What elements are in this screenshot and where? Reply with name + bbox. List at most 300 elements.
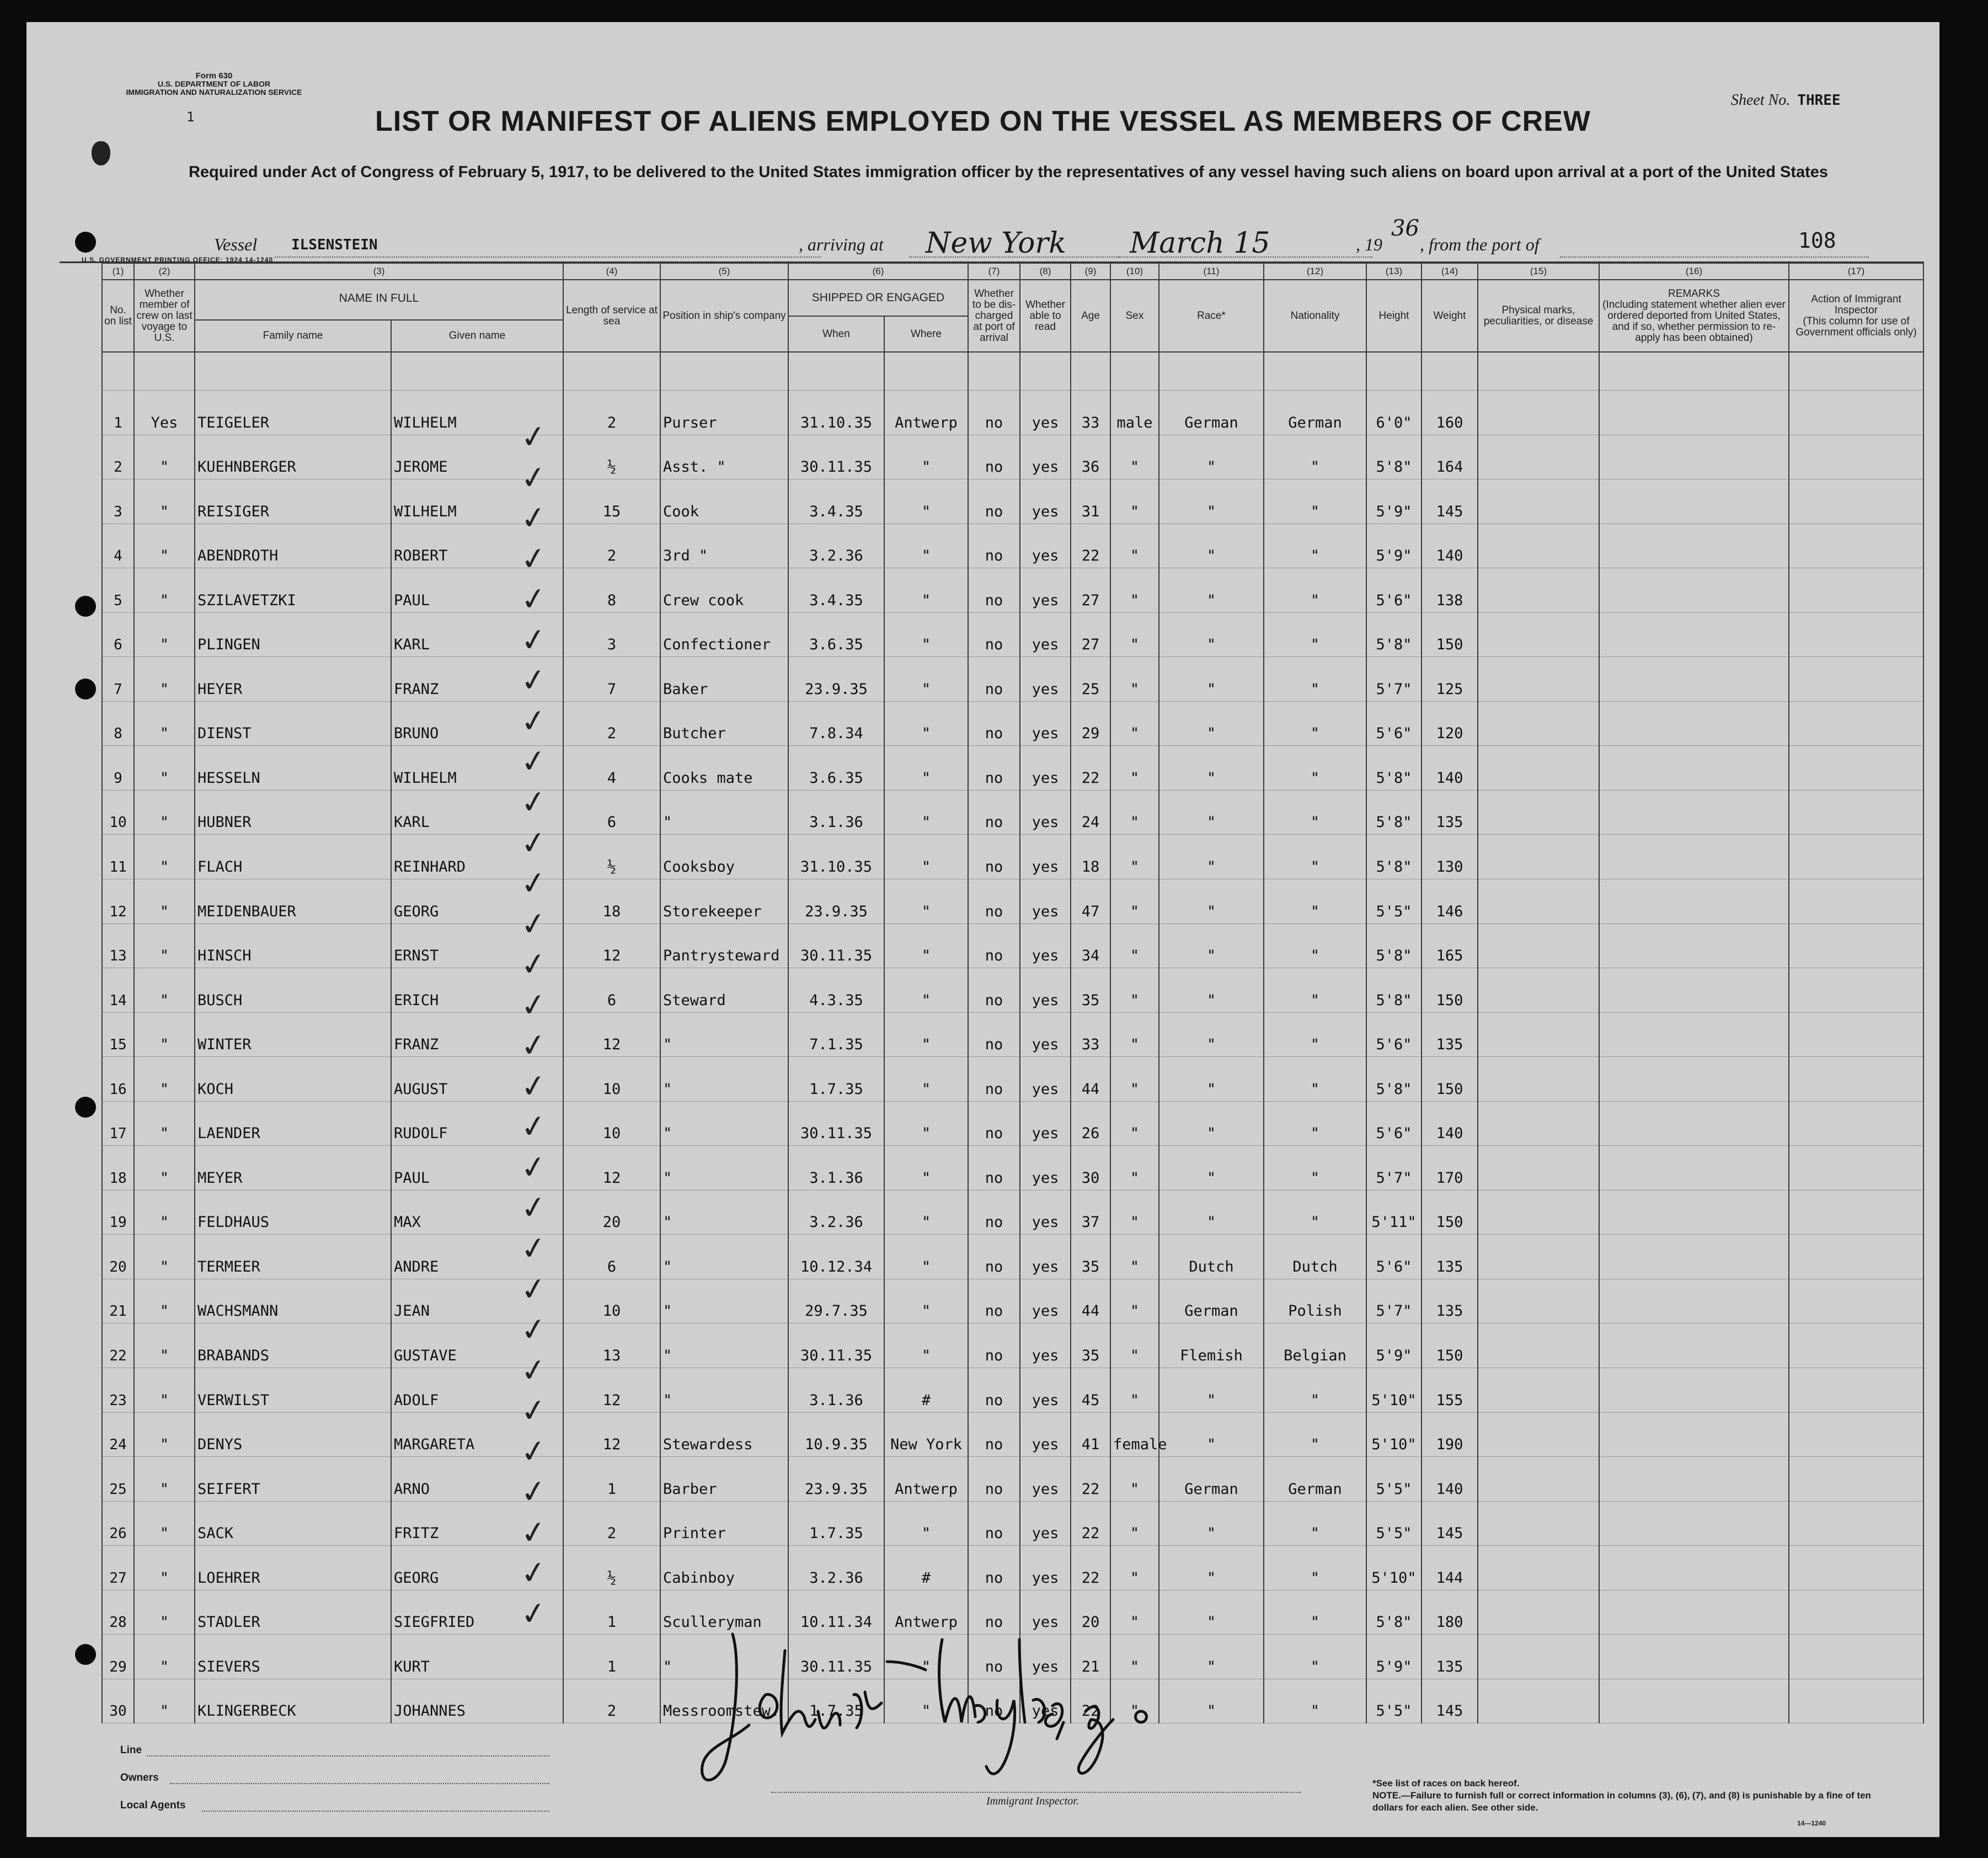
table-row	[102, 657, 1923, 702]
shipped-when-cell: 31.10.35	[788, 391, 884, 435]
given-name-cell: FRITZ	[391, 1501, 563, 1546]
able-to-read-cell: yes	[1020, 1323, 1071, 1368]
department-name: U.S. DEPARTMENT OF LABOR	[157, 79, 271, 88]
given-name-cell: GEORG	[391, 1546, 563, 1590]
discharged-cell: no	[968, 968, 1020, 1013]
row-number-cell: 6	[102, 612, 134, 657]
last-voyage-cell: "	[134, 835, 195, 879]
row-number-cell: 21	[102, 1279, 134, 1323]
table-row	[102, 612, 1923, 657]
age-cell: 22	[1071, 524, 1110, 568]
age-cell: 27	[1071, 612, 1110, 657]
position-cell: 3rd "	[660, 524, 788, 568]
sex-cell: "	[1110, 1368, 1159, 1413]
position-cell: "	[660, 790, 788, 835]
race-cell: "	[1159, 879, 1264, 924]
column-number: (12)	[1264, 263, 1366, 280]
header-weight: Weight	[1421, 280, 1478, 352]
physical-marks-cell	[1478, 1590, 1599, 1635]
height-cell: 5'10"	[1366, 1412, 1421, 1457]
age-cell: 35	[1071, 968, 1110, 1013]
physical-marks-cell	[1478, 524, 1599, 568]
discharged-cell: no	[968, 391, 1020, 435]
action-cell	[1789, 1412, 1923, 1457]
weight-cell: 165	[1421, 923, 1478, 968]
family-name-cell: WINTER	[195, 1012, 391, 1057]
position-cell: "	[660, 1190, 788, 1235]
height-cell: 6'0"	[1366, 391, 1421, 435]
nationality-cell: "	[1264, 790, 1366, 835]
form-identifier	[93, 72, 335, 97]
weight-cell: 144	[1421, 1546, 1478, 1590]
family-name-cell: TEIGELER	[195, 391, 391, 435]
row-number-cell: 23	[102, 1368, 134, 1413]
shipped-where-cell: "	[884, 1323, 968, 1368]
remarks-cell	[1599, 1057, 1789, 1102]
discharged-cell: no	[968, 1590, 1020, 1635]
weight-cell: 145	[1421, 479, 1478, 524]
able-to-read-cell: yes	[1020, 1146, 1071, 1190]
age-cell: 22	[1071, 1457, 1110, 1502]
remarks-cell	[1599, 524, 1789, 568]
nationality-cell: German	[1264, 391, 1366, 435]
shipped-when-cell: 3.1.36	[788, 790, 884, 835]
length-of-service-cell: 8	[563, 568, 660, 613]
weight-cell: 146	[1421, 879, 1478, 924]
remarks-cell	[1599, 657, 1789, 702]
discharged-cell: no	[968, 1146, 1020, 1190]
row-number-cell: 28	[102, 1590, 134, 1635]
race-cell: "	[1159, 1057, 1264, 1102]
nationality-cell: "	[1264, 968, 1366, 1013]
race-cell: "	[1159, 968, 1264, 1013]
family-name-cell: ABENDROTH	[195, 524, 391, 568]
table-row	[102, 1323, 1923, 1368]
discharged-cell: no	[968, 1101, 1020, 1146]
action-cell	[1789, 1279, 1923, 1323]
shipped-when-cell: 3.4.35	[788, 479, 884, 524]
height-cell: 5'6"	[1366, 1012, 1421, 1057]
family-name-cell: BUSCH	[195, 968, 391, 1013]
physical-marks-cell	[1478, 1368, 1599, 1413]
sex-cell: "	[1110, 1546, 1159, 1590]
header-sex: Sex	[1110, 280, 1159, 352]
age-cell: 33	[1071, 391, 1110, 435]
race-cell: "	[1159, 835, 1264, 879]
length-of-service-cell: 12	[563, 1412, 660, 1457]
sex-cell: "	[1110, 479, 1159, 524]
sex-cell: "	[1110, 790, 1159, 835]
shipped-when-cell: 3.2.36	[788, 1546, 884, 1590]
sex-cell: "	[1110, 524, 1159, 568]
row-number-cell: 27	[102, 1546, 134, 1590]
shipped-where-cell: "	[884, 479, 968, 524]
table-row	[102, 1235, 1923, 1279]
family-name-cell: SIEVERS	[195, 1635, 391, 1679]
table-row	[102, 1279, 1923, 1323]
weight-cell: 145	[1421, 1679, 1478, 1723]
last-voyage-cell: "	[134, 1546, 195, 1590]
able-to-read-cell: yes	[1020, 701, 1071, 746]
table-row	[102, 835, 1923, 879]
column-number: (15)	[1478, 263, 1599, 280]
header-shipped-engaged: SHIPPED OR ENGAGED	[788, 280, 968, 316]
race-cell: "	[1159, 524, 1264, 568]
table-row	[102, 1457, 1923, 1502]
checkmark-icon: ✓	[518, 1229, 549, 1268]
family-name-cell: HESSELN	[195, 746, 391, 791]
shipped-where-cell: "	[884, 1235, 968, 1279]
weight-cell: 150	[1421, 1323, 1478, 1368]
last-voyage-cell: "	[134, 923, 195, 968]
physical-marks-cell	[1478, 1457, 1599, 1502]
header-age: Age	[1071, 280, 1110, 352]
position-cell: Sculleryman	[660, 1590, 788, 1635]
position-cell: Cabinboy	[660, 1546, 788, 1590]
remarks-cell	[1599, 835, 1789, 879]
shipped-where-cell: #	[884, 1368, 968, 1413]
sex-cell: male	[1110, 391, 1159, 435]
race-cell: Flemish	[1159, 1323, 1264, 1368]
remarks-cell	[1599, 1546, 1789, 1590]
shipped-when-cell: 23.9.35	[788, 879, 884, 924]
age-cell: 37	[1071, 1190, 1110, 1235]
age-cell: 29	[1071, 701, 1110, 746]
weight-cell: 150	[1421, 612, 1478, 657]
shipped-when-cell: 31.10.35	[788, 835, 884, 879]
race-cell: "	[1159, 435, 1264, 479]
given-name-cell: SIEGFRIED	[391, 1590, 563, 1635]
able-to-read-cell: yes	[1020, 1457, 1071, 1502]
able-to-read-cell: yes	[1020, 435, 1071, 479]
last-voyage-cell: "	[134, 479, 195, 524]
nationality-cell: "	[1264, 1368, 1366, 1413]
height-cell: 5'11"	[1366, 1190, 1421, 1235]
row-number-cell: 17	[102, 1101, 134, 1146]
position-cell: "	[660, 1101, 788, 1146]
discharged-cell: no	[968, 524, 1020, 568]
discharged-cell: no	[968, 568, 1020, 613]
crew-table-wrap	[101, 263, 1923, 1720]
sex-cell: "	[1110, 1501, 1159, 1546]
height-cell: 5'9"	[1366, 479, 1421, 524]
checkmark-icon: ✓	[518, 742, 549, 782]
age-cell: 25	[1071, 657, 1110, 702]
checkmark-icon: ✓	[518, 1026, 549, 1066]
nationality-cell: German	[1264, 1457, 1366, 1502]
race-cell: "	[1159, 746, 1264, 791]
length-of-service-cell: 20	[563, 1190, 660, 1235]
last-voyage-cell: "	[134, 1679, 195, 1723]
physical-marks-cell	[1478, 1323, 1599, 1368]
physical-marks-cell	[1478, 1190, 1599, 1235]
position-cell: Baker	[660, 657, 788, 702]
age-cell: 45	[1071, 1368, 1110, 1413]
race-cell: "	[1159, 1546, 1264, 1590]
given-name-cell: MARGARETA	[391, 1412, 563, 1457]
row-number-cell: 5	[102, 568, 134, 613]
age-cell: 21	[1071, 1635, 1110, 1679]
physical-marks-cell	[1478, 435, 1599, 479]
given-name-cell: WILHELM	[391, 746, 563, 791]
age-cell: 24	[1071, 790, 1110, 835]
checkmark-icon: ✓	[518, 782, 549, 822]
family-name-cell: DIENST	[195, 701, 391, 746]
discharged-cell: no	[968, 879, 1020, 924]
position-cell: "	[660, 1012, 788, 1057]
shipped-when-cell: 3.6.35	[788, 612, 884, 657]
given-name-cell: PAUL	[391, 1146, 563, 1190]
inspector-signature	[688, 1629, 1185, 1805]
checkmark-icon: ✓	[518, 1553, 549, 1593]
race-cell: "	[1159, 479, 1264, 524]
sex-cell: "	[1110, 1457, 1159, 1502]
column-number: (14)	[1421, 263, 1478, 280]
year-suffix: 36	[1391, 216, 1419, 241]
shipped-where-cell: "	[884, 835, 968, 879]
sex-cell: "	[1110, 1635, 1159, 1679]
shipped-where-cell: "	[884, 1679, 968, 1723]
discharged-cell: no	[968, 1235, 1020, 1279]
position-cell: "	[660, 1279, 788, 1323]
discharged-cell: no	[968, 1546, 1020, 1590]
race-cell: "	[1159, 612, 1264, 657]
shipped-when-cell: 1.7.35	[788, 1057, 884, 1102]
row-number-cell: 2	[102, 435, 134, 479]
weight-cell: 150	[1421, 1190, 1478, 1235]
row-number-cell: 10	[102, 790, 134, 835]
remarks-cell	[1599, 790, 1789, 835]
discharged-cell: no	[968, 790, 1020, 835]
able-to-read-cell: yes	[1020, 1679, 1071, 1723]
family-name-cell: FELDHAUS	[195, 1190, 391, 1235]
height-cell: 5'5"	[1366, 1457, 1421, 1502]
given-name-cell: JEAN	[391, 1279, 563, 1323]
physical-marks-cell	[1478, 923, 1599, 968]
checkmark-icon: ✓	[518, 661, 549, 701]
race-cell: "	[1159, 1412, 1264, 1457]
checkmark-icon: ✓	[518, 823, 549, 863]
physical-marks-cell	[1478, 701, 1599, 746]
vessel-label: Vessel	[214, 234, 258, 254]
height-cell: 5'8"	[1366, 968, 1421, 1013]
header-nationality: Nationality	[1264, 280, 1366, 352]
given-name-cell: KARL	[391, 790, 563, 835]
able-to-read-cell: yes	[1020, 657, 1071, 702]
shipped-when-cell: 30.11.35	[788, 1101, 884, 1146]
action-cell	[1789, 1635, 1923, 1679]
shipped-when-cell: 7.8.34	[788, 701, 884, 746]
physical-marks-cell	[1478, 1279, 1599, 1323]
remarks-cell	[1599, 923, 1789, 968]
age-cell: 18	[1071, 835, 1110, 879]
given-name-cell: RUDOLF	[391, 1101, 563, 1146]
nationality-cell: "	[1264, 612, 1366, 657]
length-of-service-cell: 4	[563, 746, 660, 791]
able-to-read-cell: yes	[1020, 568, 1071, 613]
family-name-cell: REISIGER	[195, 479, 391, 524]
length-of-service-cell: 12	[563, 1146, 660, 1190]
punch-hole	[75, 679, 96, 700]
last-voyage-cell: "	[134, 524, 195, 568]
able-to-read-cell: yes	[1020, 968, 1071, 1013]
printing-office-line: U.S. GOVERNMENT PRINTING OFFICE: 1924 14-1240	[82, 256, 274, 264]
position-cell: Cook	[660, 479, 788, 524]
family-name-cell: BRABANDS	[195, 1323, 391, 1368]
position-cell: Confectioner	[660, 612, 788, 657]
family-name-cell: MEIDENBAUER	[195, 879, 391, 924]
given-name-cell: ARNO	[391, 1457, 563, 1502]
length-of-service-cell: 13	[563, 1323, 660, 1368]
remarks-cell	[1599, 1235, 1789, 1279]
checkmark-icon: ✓	[518, 1391, 549, 1431]
action-cell	[1789, 879, 1923, 924]
checkmark-icon: ✓	[518, 1147, 549, 1187]
form-code: 14—1240	[1797, 1819, 1826, 1827]
remarks-cell	[1599, 1457, 1789, 1502]
inspector-label: Immigrant Inspector.	[986, 1795, 1079, 1807]
age-cell: 34	[1071, 923, 1110, 968]
remarks-cell	[1599, 1146, 1789, 1190]
sex-cell: "	[1110, 612, 1159, 657]
table-row	[102, 923, 1923, 968]
given-name-cell: AUGUST	[391, 1057, 563, 1102]
position-cell: Crew cook	[660, 568, 788, 613]
action-cell	[1789, 479, 1923, 524]
family-name-cell: STADLER	[195, 1590, 391, 1635]
age-cell: 26	[1071, 1101, 1110, 1146]
shipped-when-cell: 23.9.35	[788, 657, 884, 702]
header-action: Action of Immigrant Inspector	[1811, 293, 1901, 316]
physical-marks-cell	[1478, 1546, 1599, 1590]
header-length-service: Length of service at sea	[563, 280, 660, 352]
able-to-read-cell: yes	[1020, 1635, 1071, 1679]
family-name-cell: FLACH	[195, 835, 391, 879]
shipped-when-cell: 4.3.35	[788, 968, 884, 1013]
remarks-cell	[1599, 391, 1789, 435]
action-cell	[1789, 524, 1923, 568]
position-cell: Printer	[660, 1501, 788, 1546]
column-number: (13)	[1366, 263, 1421, 280]
length-of-service-cell: 12	[563, 1368, 660, 1413]
family-name-cell: PLINGEN	[195, 612, 391, 657]
remarks-cell	[1599, 435, 1789, 479]
position-cell: "	[660, 1368, 788, 1413]
shipped-when-cell: 10.12.34	[788, 1235, 884, 1279]
header-when: When	[788, 316, 884, 352]
family-name-cell: LAENDER	[195, 1101, 391, 1146]
able-to-read-cell: yes	[1020, 835, 1071, 879]
remarks-cell	[1599, 568, 1789, 613]
sheet-number	[1731, 92, 1841, 109]
sex-cell: female	[1110, 1412, 1159, 1457]
age-cell: 36	[1071, 435, 1110, 479]
age-cell: 22	[1071, 1679, 1110, 1723]
discharged-cell: no	[968, 435, 1020, 479]
margin-mark: 1	[186, 109, 195, 125]
position-cell: Butcher	[660, 701, 788, 746]
nationality-cell: "	[1264, 879, 1366, 924]
race-cell: "	[1159, 1368, 1264, 1413]
checkmark-icon: ✓	[518, 985, 549, 1025]
sex-cell: "	[1110, 1235, 1159, 1279]
length-of-service-cell: 2	[563, 1501, 660, 1546]
length-of-service-cell: 12	[563, 1012, 660, 1057]
shipped-where-cell: "	[884, 568, 968, 613]
action-cell	[1789, 1057, 1923, 1102]
checkmark-icon: ✓	[518, 1066, 549, 1106]
crew-table	[101, 263, 1924, 1723]
shipped-when-cell: 3.6.35	[788, 746, 884, 791]
length-of-service-cell: 18	[563, 879, 660, 924]
remarks-cell	[1599, 1501, 1789, 1546]
last-voyage-cell: "	[134, 879, 195, 924]
remarks-cell	[1599, 879, 1789, 924]
family-name-cell: KUEHNBERGER	[195, 435, 391, 479]
header-height: Height	[1366, 280, 1421, 352]
shipped-where-cell: "	[884, 1101, 968, 1146]
family-name-cell: SACK	[195, 1501, 391, 1546]
last-voyage-cell: "	[134, 657, 195, 702]
action-cell	[1789, 391, 1923, 435]
last-voyage-cell: "	[134, 1635, 195, 1679]
nationality-cell: "	[1264, 701, 1366, 746]
physical-marks-cell	[1478, 879, 1599, 924]
given-name-cell: KURT	[391, 1635, 563, 1679]
length-of-service-cell: 10	[563, 1101, 660, 1146]
action-cell	[1789, 835, 1923, 879]
nationality-cell: "	[1264, 524, 1366, 568]
checkmark-icon: ✓	[518, 1107, 549, 1147]
given-name-cell: ERICH	[391, 968, 563, 1013]
weight-cell: 120	[1421, 701, 1478, 746]
position-cell: "	[660, 1323, 788, 1368]
race-cell: "	[1159, 1679, 1264, 1723]
weight-cell: 145	[1421, 1501, 1478, 1546]
checkmark-icon: ✓	[518, 1350, 549, 1390]
table-row	[102, 1012, 1923, 1057]
last-voyage-cell: "	[134, 1279, 195, 1323]
row-number-cell: 9	[102, 746, 134, 791]
header-remarks: REMARKS	[1668, 287, 1720, 300]
position-cell: Barber	[660, 1457, 788, 1502]
physical-marks-cell	[1478, 1057, 1599, 1102]
column-number: (8)	[1020, 263, 1071, 280]
table-row	[102, 1590, 1923, 1635]
height-cell: 5'5"	[1366, 1501, 1421, 1546]
penalty-note: NOTE.—Failure to furnish full or correct information in columns (3), (6), (7), and (8) is punishable by a fine of ten dollars for each alien. See other side.	[1372, 1790, 1871, 1813]
nationality-cell: "	[1264, 657, 1366, 702]
header-family-name: Family name	[195, 320, 391, 352]
given-name-cell: FRANZ	[391, 657, 563, 702]
footer-notes	[1372, 1777, 1880, 1814]
last-voyage-cell: "	[134, 701, 195, 746]
column-number: (9)	[1071, 263, 1110, 280]
action-cell	[1789, 1590, 1923, 1635]
table-row	[102, 524, 1923, 568]
weight-cell: 150	[1421, 1057, 1478, 1102]
checkmark-icon: ✓	[518, 864, 549, 903]
row-number-cell: 22	[102, 1323, 134, 1368]
nationality-cell: "	[1264, 1146, 1366, 1190]
race-cell: "	[1159, 657, 1264, 702]
able-to-read-cell: yes	[1020, 1101, 1071, 1146]
length-of-service-cell: ½	[563, 1546, 660, 1590]
shipped-when-cell: 3.2.36	[788, 1190, 884, 1235]
length-of-service-cell: 6	[563, 1235, 660, 1279]
given-name-cell: MAX	[391, 1190, 563, 1235]
nationality-cell: "	[1264, 568, 1366, 613]
